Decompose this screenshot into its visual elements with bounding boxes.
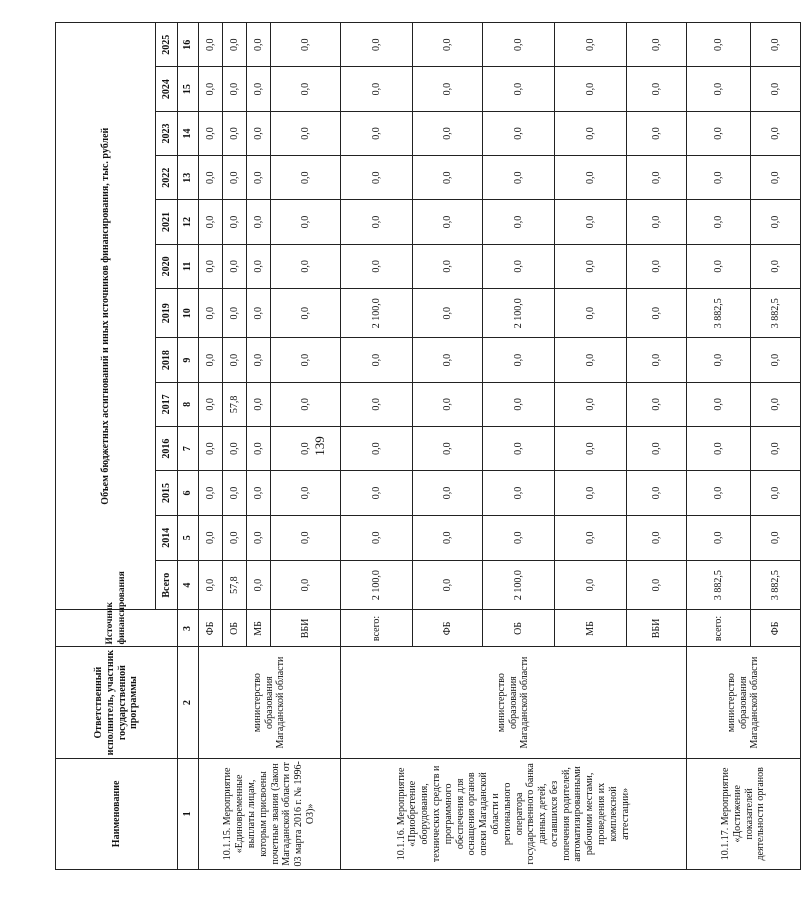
funding-source: всего: xyxy=(341,610,413,647)
year-value: 0,0 xyxy=(687,515,751,560)
header-year: 2025 xyxy=(156,23,178,67)
activity-name: 10.1.17. Мероприятие «Достижение показателей деятельности органов xyxy=(687,758,801,869)
year-value: 0,0 xyxy=(413,427,483,471)
header-year: 2016 xyxy=(156,427,178,471)
year-value: 0,0 xyxy=(751,471,801,515)
table-row xyxy=(199,23,223,870)
year-value: 0,0 xyxy=(413,200,483,244)
header-year: 2015 xyxy=(156,471,178,515)
year-value: 0,0 xyxy=(271,67,341,111)
year-value: 0,0 xyxy=(223,338,247,382)
year-value: 0,0 xyxy=(627,23,687,67)
column-index: 8 xyxy=(178,382,199,426)
column-index: 15 xyxy=(178,67,199,111)
year-value: 0,0 xyxy=(199,515,223,560)
column-index: 11 xyxy=(178,244,199,288)
year-value: 0,0 xyxy=(247,515,271,560)
year-value: 0,0 xyxy=(555,471,627,515)
total-value: 3 882,5 xyxy=(751,560,801,609)
year-value: 0,0 xyxy=(687,244,751,288)
year-value: 0,0 xyxy=(247,111,271,155)
column-index: 2 xyxy=(178,647,199,758)
year-value: 0,0 xyxy=(247,288,271,337)
year-value: 0,0 xyxy=(555,244,627,288)
funding-source: МБ xyxy=(555,610,627,647)
year-value: 0,0 xyxy=(247,67,271,111)
year-value: 0,0 xyxy=(751,156,801,200)
header-source: Источник финансирования xyxy=(56,610,178,647)
year-value: 0,0 xyxy=(341,382,413,426)
year-value: 2 100,0 xyxy=(483,288,555,337)
year-value: 0,0 xyxy=(483,200,555,244)
year-value: 0,0 xyxy=(627,156,687,200)
year-value: 0,0 xyxy=(751,200,801,244)
year-value: 0,0 xyxy=(223,23,247,67)
column-index: 6 xyxy=(178,471,199,515)
header-volume: Объем бюджетных ассигнований и иных источников финансирования, тыс. рублей xyxy=(56,23,156,610)
year-value: 0,0 xyxy=(751,67,801,111)
year-value: 0,0 xyxy=(413,111,483,155)
year-value: 0,0 xyxy=(341,338,413,382)
table-row xyxy=(687,23,751,870)
total-value: 3 882,5 xyxy=(687,560,751,609)
year-value: 0,0 xyxy=(687,427,751,471)
column-index: 3 xyxy=(178,610,199,647)
year-value: 0,0 xyxy=(199,382,223,426)
header-year: 2021 xyxy=(156,200,178,244)
year-value: 0,0 xyxy=(483,515,555,560)
year-value: 0,0 xyxy=(199,67,223,111)
header-year: 2014 xyxy=(156,515,178,560)
funding-source: ФБ xyxy=(413,610,483,647)
column-index-row xyxy=(178,23,199,870)
year-value: 0,0 xyxy=(751,338,801,382)
total-value: 57,8 xyxy=(223,560,247,609)
year-value: 0,0 xyxy=(687,200,751,244)
year-value: 0,0 xyxy=(271,471,341,515)
funding-source: ВБИ xyxy=(271,610,341,647)
year-value: 0,0 xyxy=(271,427,341,471)
year-value: 0,0 xyxy=(687,23,751,67)
year-value: 0,0 xyxy=(627,515,687,560)
year-value: 0,0 xyxy=(627,111,687,155)
year-value: 0,0 xyxy=(627,200,687,244)
year-value: 0,0 xyxy=(247,382,271,426)
column-index: 10 xyxy=(178,288,199,337)
year-value: 0,0 xyxy=(555,382,627,426)
year-value: 0,0 xyxy=(271,156,341,200)
year-value: 2 100,0 xyxy=(341,288,413,337)
year-value: 0,0 xyxy=(199,156,223,200)
year-value: 0,0 xyxy=(483,471,555,515)
year-value: 0,0 xyxy=(751,111,801,155)
year-value: 0,0 xyxy=(483,338,555,382)
funding-source: ФБ xyxy=(199,610,223,647)
responsible-executor: министерство образования Магаданской области xyxy=(687,647,801,758)
column-index: 7 xyxy=(178,427,199,471)
column-index: 1 xyxy=(178,758,199,869)
year-value: 0,0 xyxy=(271,200,341,244)
year-value: 0,0 xyxy=(555,200,627,244)
year-value: 0,0 xyxy=(627,471,687,515)
header-year: 2023 xyxy=(156,111,178,155)
column-index: 4 xyxy=(178,560,199,609)
year-value: 0,0 xyxy=(555,156,627,200)
table-row xyxy=(341,23,413,870)
column-index: 5 xyxy=(178,515,199,560)
year-value: 0,0 xyxy=(247,471,271,515)
year-value: 0,0 xyxy=(687,67,751,111)
rotated-page xyxy=(55,22,781,870)
header-year: 2019 xyxy=(156,288,178,337)
total-value: 0,0 xyxy=(199,560,223,609)
year-value: 0,0 xyxy=(687,382,751,426)
year-value: 0,0 xyxy=(483,156,555,200)
year-value: 0,0 xyxy=(199,338,223,382)
year-value: 0,0 xyxy=(751,23,801,67)
year-value: 0,0 xyxy=(223,427,247,471)
year-value: 0,0 xyxy=(199,200,223,244)
column-index: 12 xyxy=(178,200,199,244)
activity-name: 10.1.16. Мероприятие «Приобретение оборудования, технических средств и программного обеспечения для оснащения органов опеки Магаданской области и регионального оператора государственного банка данных детей, оставшихся без попечения родителей, автоматизированными рабочими местами, проведения их комплексной аттестации» xyxy=(341,758,687,869)
year-value: 0,0 xyxy=(483,67,555,111)
year-value: 0,0 xyxy=(413,515,483,560)
column-index: 13 xyxy=(178,156,199,200)
funding-source: ФБ xyxy=(751,610,801,647)
funding-source: ОБ xyxy=(223,610,247,647)
year-value: 0,0 xyxy=(687,111,751,155)
year-value: 0,0 xyxy=(555,67,627,111)
year-value: 0,0 xyxy=(413,244,483,288)
year-value: 0,0 xyxy=(247,156,271,200)
year-value: 0,0 xyxy=(199,244,223,288)
year-value: 0,0 xyxy=(223,471,247,515)
year-value: 0,0 xyxy=(687,156,751,200)
year-value: 0,0 xyxy=(483,23,555,67)
funding-source: всего: xyxy=(687,610,751,647)
year-value: 0,0 xyxy=(751,515,801,560)
year-value: 0,0 xyxy=(247,427,271,471)
year-value: 0,0 xyxy=(413,471,483,515)
year-value: 0,0 xyxy=(271,382,341,426)
header-year: 2020 xyxy=(156,244,178,288)
year-value: 0,0 xyxy=(483,111,555,155)
year-value: 57,8 xyxy=(223,382,247,426)
year-value: 0,0 xyxy=(341,244,413,288)
responsible-executor: министерство образования Магаданской области xyxy=(341,647,687,758)
year-value: 3 882,5 xyxy=(687,288,751,337)
year-value: 0,0 xyxy=(687,471,751,515)
year-value: 0,0 xyxy=(223,111,247,155)
year-value: 0,0 xyxy=(627,338,687,382)
year-value: 0,0 xyxy=(341,515,413,560)
year-value: 0,0 xyxy=(271,288,341,337)
year-value: 0,0 xyxy=(341,23,413,67)
year-value: 0,0 xyxy=(199,288,223,337)
column-index: 9 xyxy=(178,338,199,382)
year-value: 0,0 xyxy=(555,288,627,337)
year-value: 0,0 xyxy=(413,67,483,111)
year-value: 0,0 xyxy=(627,288,687,337)
year-value: 3 882,5 xyxy=(751,288,801,337)
year-value: 0,0 xyxy=(199,111,223,155)
page-number: 139 xyxy=(312,436,327,456)
year-value: 0,0 xyxy=(199,427,223,471)
year-value: 0,0 xyxy=(247,23,271,67)
total-value: 0,0 xyxy=(271,560,341,609)
year-value: 0,0 xyxy=(271,23,341,67)
header-year: 2018 xyxy=(156,338,178,382)
year-value: 0,0 xyxy=(413,382,483,426)
header-year: 2024 xyxy=(156,67,178,111)
year-value: 0,0 xyxy=(483,244,555,288)
year-value: 0,0 xyxy=(199,23,223,67)
year-value: 0,0 xyxy=(223,288,247,337)
year-value: 0,0 xyxy=(199,471,223,515)
year-value: 0,0 xyxy=(271,515,341,560)
header-year: 2017 xyxy=(156,382,178,426)
year-value: 0,0 xyxy=(341,156,413,200)
year-value: 0,0 xyxy=(627,67,687,111)
year-value: 0,0 xyxy=(555,338,627,382)
year-value: 0,0 xyxy=(413,288,483,337)
year-value: 0,0 xyxy=(223,200,247,244)
column-index: 14 xyxy=(178,111,199,155)
year-value: 0,0 xyxy=(627,382,687,426)
total-value: 0,0 xyxy=(247,560,271,609)
funding-source: МБ xyxy=(247,610,271,647)
year-value: 0,0 xyxy=(687,338,751,382)
activity-name: 10.1.15. Мероприятие «Единовременные выплаты лицам, которым присвоены почетные звания (Закон Магаданской области от 03 марта 2016 г. № 1996-ОЗ)» xyxy=(199,758,341,869)
header-executor: Ответственный исполнитель, участник государственной программы xyxy=(56,647,178,758)
year-value: 0,0 xyxy=(247,200,271,244)
year-value: 0,0 xyxy=(555,23,627,67)
year-value: 0,0 xyxy=(483,427,555,471)
funding-source: ВБИ xyxy=(627,610,687,647)
total-value: 2 100,0 xyxy=(341,560,413,609)
year-value: 0,0 xyxy=(555,427,627,471)
year-value: 0,0 xyxy=(341,427,413,471)
year-value: 0,0 xyxy=(341,67,413,111)
year-value: 0,0 xyxy=(413,338,483,382)
year-value: 0,0 xyxy=(627,427,687,471)
header-year: 2022 xyxy=(156,156,178,200)
year-value: 0,0 xyxy=(271,111,341,155)
header-name: Наименование xyxy=(56,758,178,869)
year-value: 0,0 xyxy=(223,244,247,288)
funding-table xyxy=(55,22,801,870)
year-value: 0,0 xyxy=(247,338,271,382)
year-value: 0,0 xyxy=(413,156,483,200)
year-value: 0,0 xyxy=(341,111,413,155)
header-total: Всего xyxy=(156,560,178,609)
year-value: 0,0 xyxy=(627,244,687,288)
year-value: 0,0 xyxy=(223,67,247,111)
year-value: 0,0 xyxy=(341,471,413,515)
year-value: 0,0 xyxy=(271,244,341,288)
year-value: 0,0 xyxy=(223,156,247,200)
funding-source: ОБ xyxy=(483,610,555,647)
total-value: 2 100,0 xyxy=(483,560,555,609)
column-index: 16 xyxy=(178,23,199,67)
year-value: 0,0 xyxy=(555,111,627,155)
year-value: 0,0 xyxy=(751,244,801,288)
year-value: 0,0 xyxy=(271,338,341,382)
year-value: 0,0 xyxy=(341,200,413,244)
year-value: 0,0 xyxy=(751,427,801,471)
total-value: 0,0 xyxy=(555,560,627,609)
year-value: 0,0 xyxy=(223,515,247,560)
year-value: 0,0 xyxy=(751,382,801,426)
responsible-executor: министерство образования Магаданской области xyxy=(199,647,341,758)
year-value: 0,0 xyxy=(413,23,483,67)
year-value: 0,0 xyxy=(247,244,271,288)
year-value: 0,0 xyxy=(483,382,555,426)
table-body xyxy=(199,23,801,870)
year-value: 0,0 xyxy=(555,515,627,560)
total-value: 0,0 xyxy=(413,560,483,609)
total-value: 0,0 xyxy=(627,560,687,609)
